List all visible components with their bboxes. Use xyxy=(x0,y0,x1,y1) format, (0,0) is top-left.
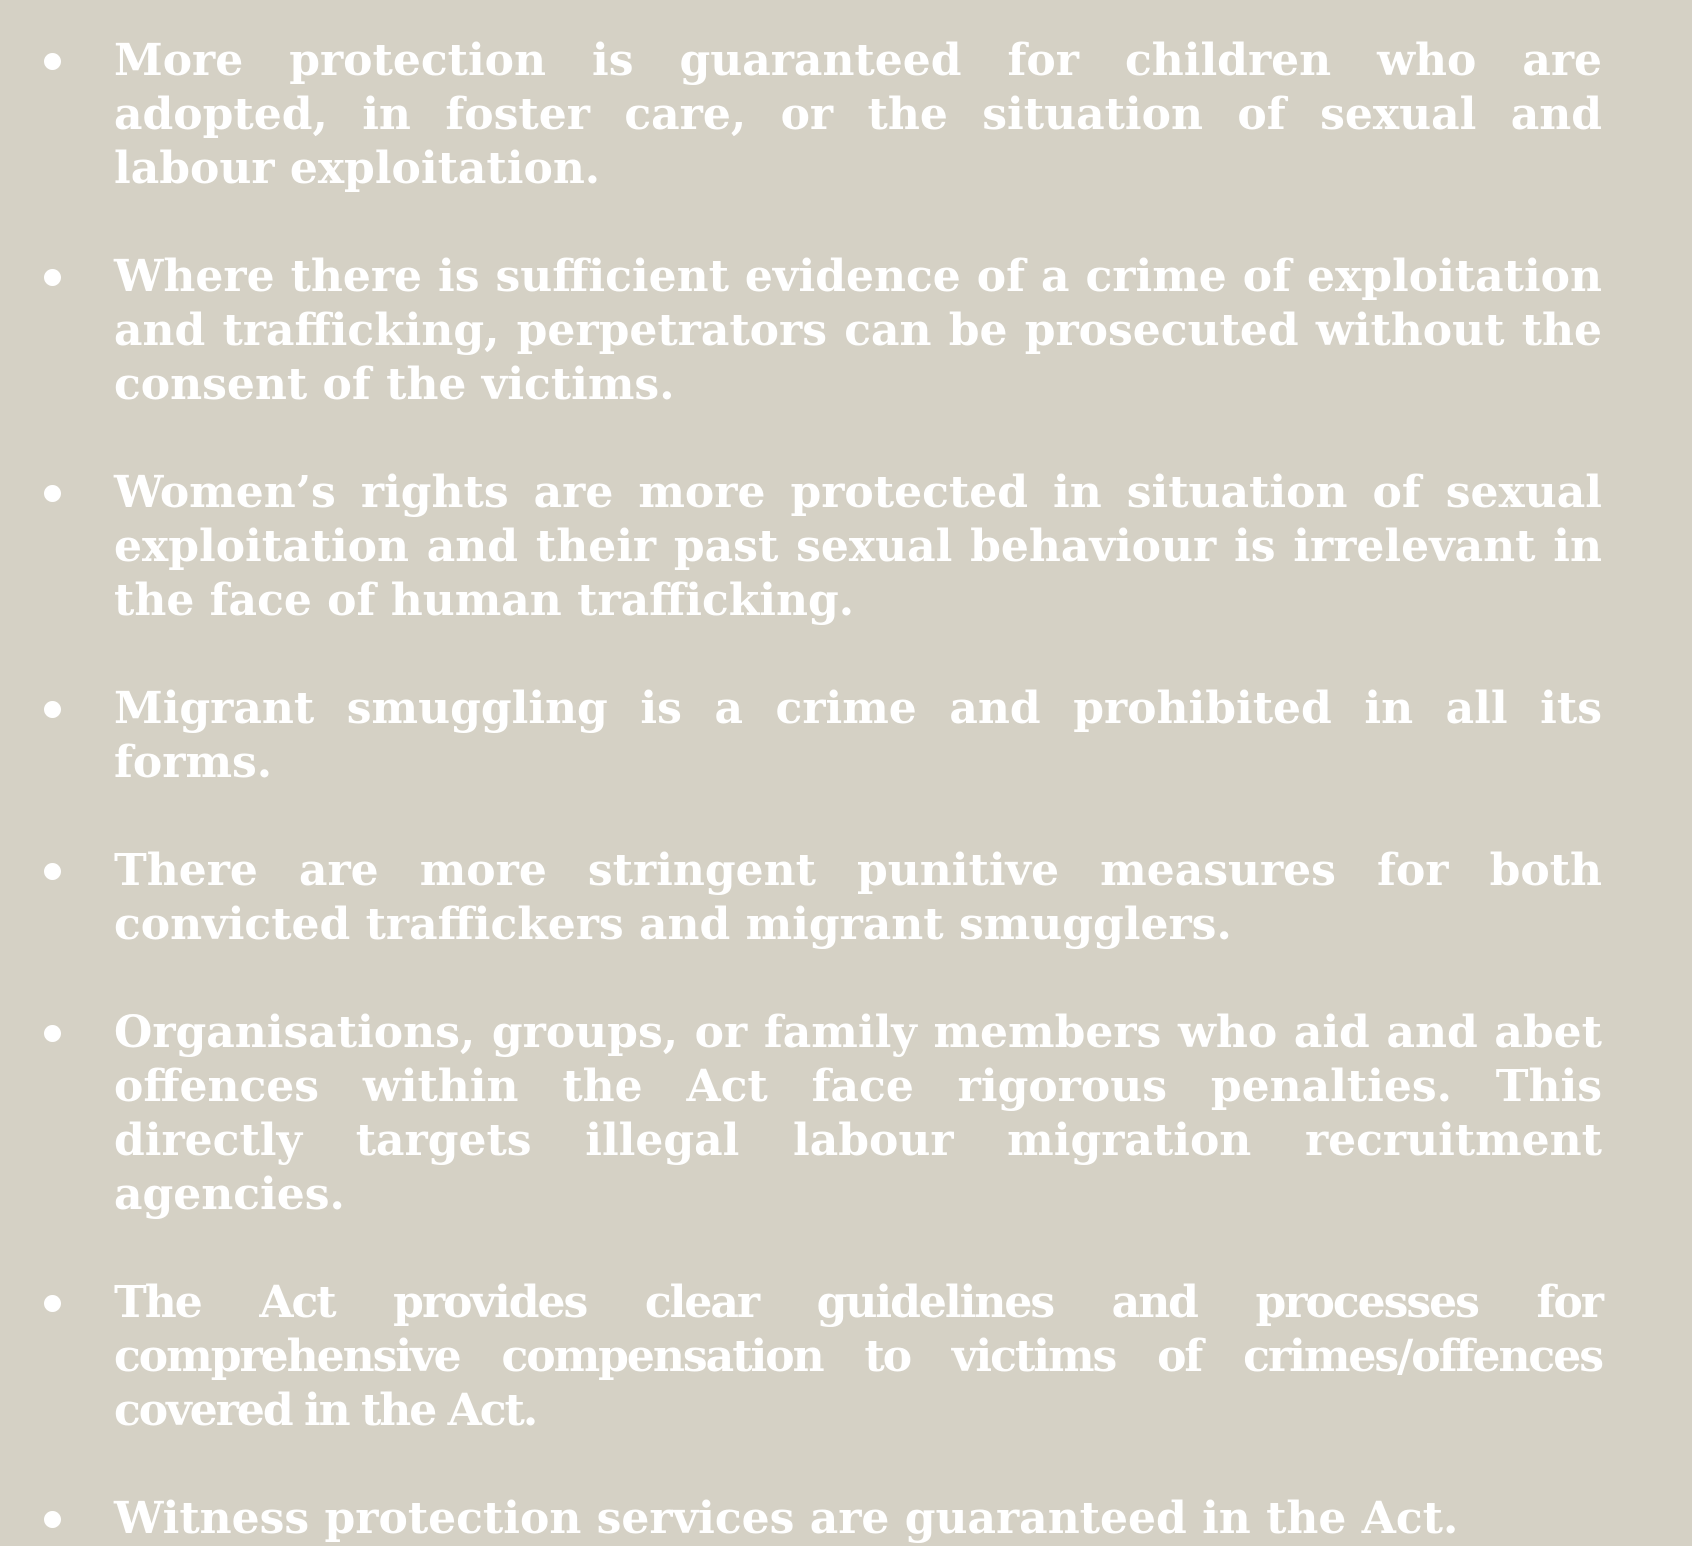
list-item xyxy=(44,1276,1602,1438)
bullet-dot-icon xyxy=(44,269,61,286)
bullet-list xyxy=(44,34,1602,1546)
bullet-dot-icon xyxy=(44,1295,61,1312)
bullet-dot-icon xyxy=(44,1511,61,1528)
list-item-text: The Act provides clear guidelines and processes for comprehensive compensation to victims of crimes/offences covered in the Act. xyxy=(114,1277,1602,1436)
bullet-dot-icon xyxy=(44,485,61,502)
list-item-text: Migrant smuggling is a crime and prohibited in all its forms. xyxy=(114,683,1602,788)
list-item-text: Women’s rights are more protected in situation of sexual exploitation and their past sexual behaviour is irrelevant in the face of human trafficking. xyxy=(114,467,1602,626)
list-item xyxy=(44,1006,1602,1222)
list-item-text: Organisations, groups, or family members who aid and abet offences within the Act face rigorous penalties. This directly targets illegal labour migration recruitment agencies. xyxy=(114,1007,1602,1220)
bullet-dot-icon xyxy=(44,863,61,880)
list-item-text: Where there is sufficient evidence of a crime of exploitation and trafficking, perpetrators can be prosecuted without the consent of the victims. xyxy=(114,251,1602,410)
list-item xyxy=(44,844,1602,952)
list-item xyxy=(44,250,1602,412)
list-item xyxy=(44,466,1602,628)
bullet-dot-icon xyxy=(44,53,61,70)
bullet-dot-icon xyxy=(44,1025,61,1042)
list-item-text: Witness protection services are guaranteed in the Act. xyxy=(114,1493,1459,1544)
list-item xyxy=(44,1492,1602,1546)
list-item-text: There are more stringent punitive measures for both convicted traffickers and migrant smugglers. xyxy=(114,845,1602,950)
list-item-text: More protection is guaranteed for children who are adopted, in foster care, or the situation of sexual and labour exploitation. xyxy=(114,35,1602,194)
list-item xyxy=(44,34,1602,196)
list-item xyxy=(44,682,1602,790)
bullet-dot-icon xyxy=(44,701,61,718)
